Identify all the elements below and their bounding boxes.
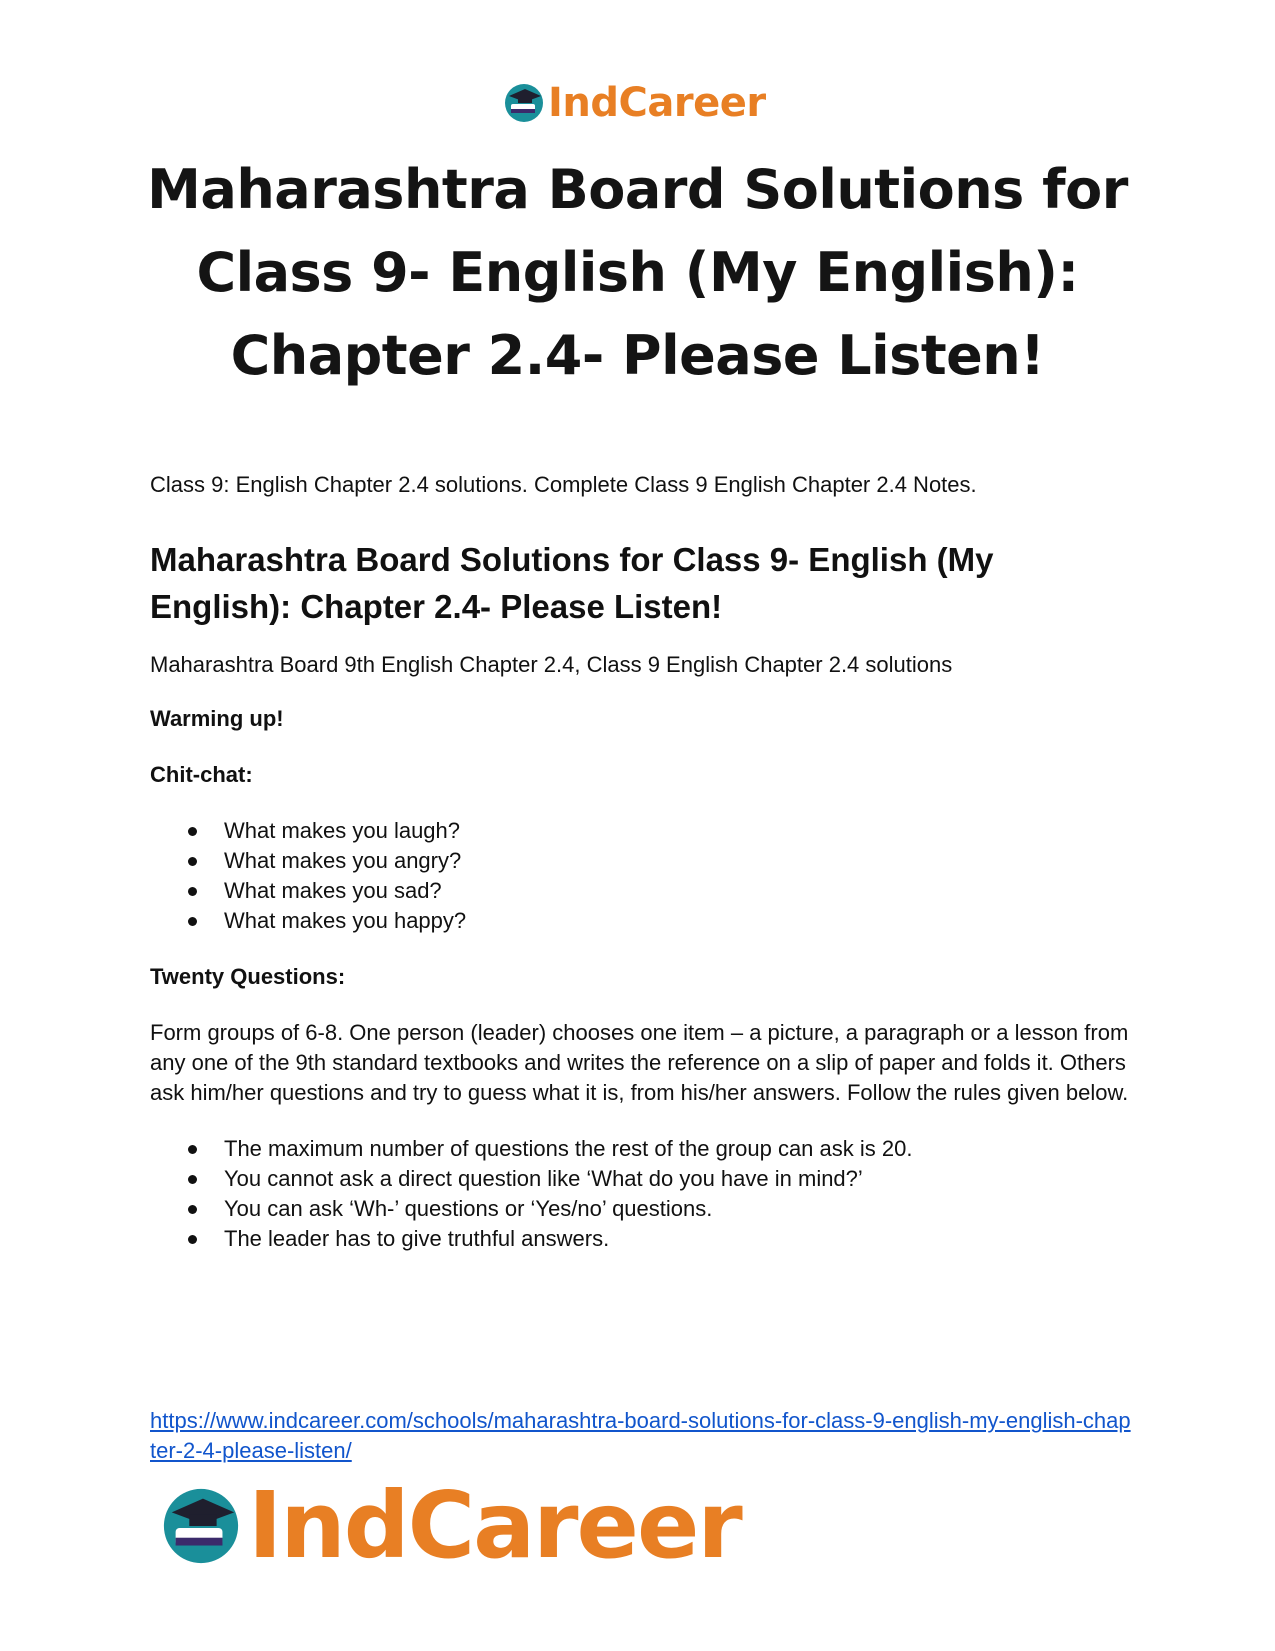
bullet-icon bbox=[188, 1235, 197, 1244]
rules-list bbox=[150, 1134, 1135, 1254]
list-item bbox=[188, 846, 1135, 876]
chit-chat-list bbox=[150, 816, 1135, 936]
list-item bbox=[188, 1134, 1135, 1164]
list-item-text: What makes you sad? bbox=[224, 878, 442, 903]
list-item-text: You can ask ‘Wh-’ questions or ‘Yes/no’ questions. bbox=[224, 1196, 713, 1221]
page-title bbox=[140, 148, 1135, 397]
brand-name: IndCareer bbox=[548, 80, 766, 126]
list-item-text: What makes you happy? bbox=[224, 908, 467, 933]
list-item bbox=[188, 876, 1135, 906]
header-logo bbox=[503, 80, 766, 126]
twenty-questions-paragraph: Form groups of 6-8. One person (leader) chooses one item – a picture, a paragraph or a lesson from any one of the 9th standard textbooks and writes the reference on a slip of paper and folds it. Others ask him/her questions and try to guess what it is, from his/her answers. Follow the rules given below. bbox=[150, 1020, 1129, 1105]
list-item bbox=[188, 906, 1135, 936]
list-item bbox=[188, 1224, 1135, 1254]
list-item-text: You cannot ask a direct question like ‘What do you have in mind?’ bbox=[224, 1166, 863, 1191]
brand-name: IndCareer bbox=[248, 1472, 741, 1579]
footer-link[interactable]: https://www.indcareer.com/schools/maharashtra-board-solutions-for-class-9-english-my-english-chapter-2-4-please-listen/ bbox=[150, 1408, 1131, 1463]
bullet-icon bbox=[188, 1175, 197, 1184]
footer-logo bbox=[160, 1472, 741, 1579]
bullet-icon bbox=[188, 1205, 197, 1214]
twenty-questions-label: Twenty Questions: bbox=[150, 964, 346, 989]
list-item-text: What makes you angry? bbox=[224, 848, 462, 873]
bullet-icon bbox=[188, 827, 197, 836]
document-body bbox=[150, 470, 1135, 1254]
bullet-icon bbox=[188, 917, 197, 926]
graduation-cap-book-icon bbox=[503, 82, 545, 124]
warming-up-label: Warming up! bbox=[150, 706, 284, 731]
section-heading: Maharashtra Board Solutions for Class 9- English (My English): Chapter 2.4- Please Listen! bbox=[150, 541, 994, 625]
bullet-icon bbox=[188, 1145, 197, 1154]
list-item bbox=[188, 816, 1135, 846]
bullet-icon bbox=[188, 857, 197, 866]
title-line: Chapter 2.4- Please Listen! bbox=[230, 324, 1045, 387]
chit-chat-label: Chit-chat: bbox=[150, 762, 253, 787]
title-line: Class 9- English (My English): bbox=[196, 241, 1079, 304]
list-item-text: The leader has to give truthful answers. bbox=[224, 1226, 610, 1251]
title-line: Maharashtra Board Solutions for bbox=[147, 158, 1128, 221]
intro-text: Class 9: English Chapter 2.4 solutions. Complete Class 9 English Chapter 2.4 Notes. bbox=[150, 472, 977, 497]
bullet-icon bbox=[188, 887, 197, 896]
list-item-text: What makes you laugh? bbox=[224, 818, 461, 843]
list-item-text: The maximum number of questions the rest of the group can ask is 20. bbox=[224, 1136, 913, 1161]
subtitle-text: Maharashtra Board 9th English Chapter 2.4, Class 9 English Chapter 2.4 solutions bbox=[150, 652, 953, 677]
graduation-cap-book-icon bbox=[160, 1485, 242, 1567]
list-item bbox=[188, 1194, 1135, 1224]
list-item bbox=[188, 1164, 1135, 1194]
